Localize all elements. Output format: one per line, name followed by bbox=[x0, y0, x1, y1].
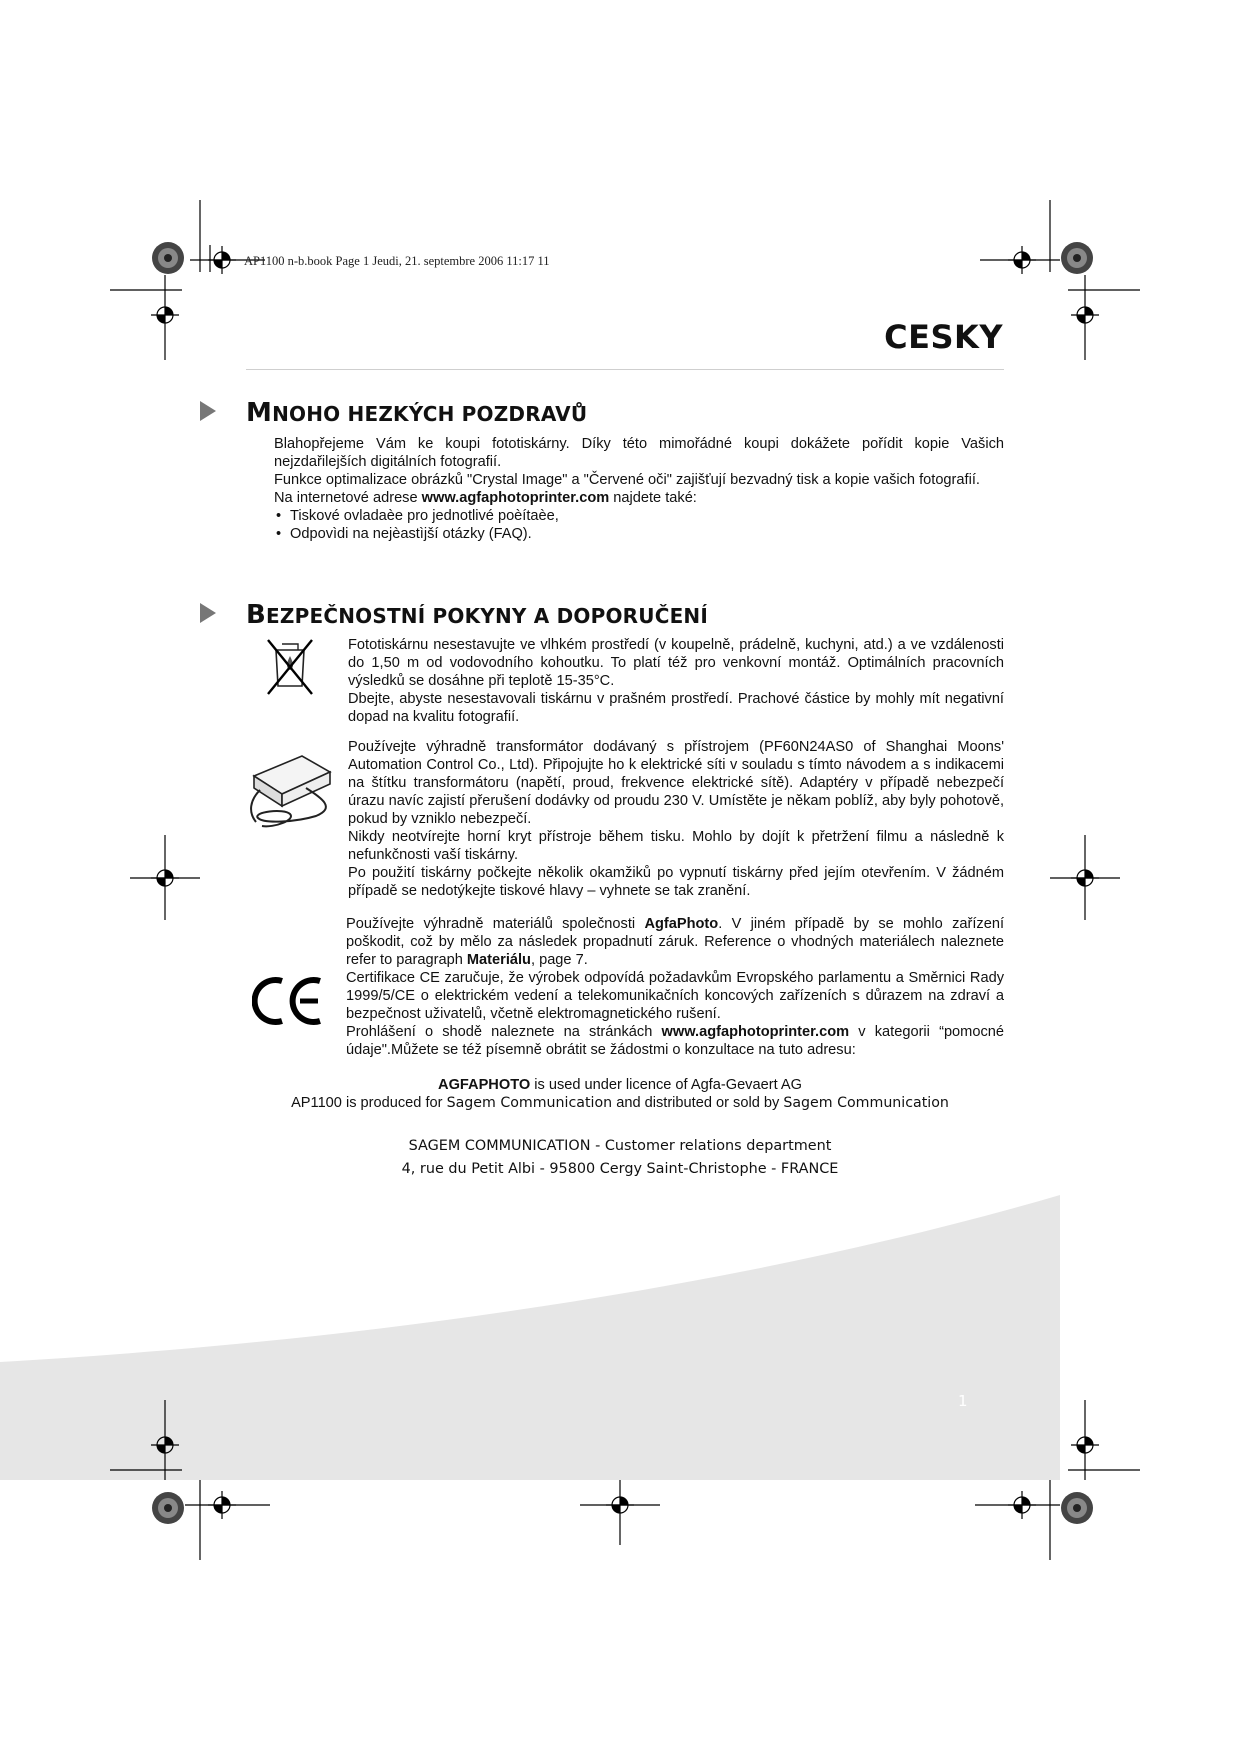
list-item: • Odpovìdi na nejèastìjší otázky (FAQ). bbox=[274, 525, 1004, 543]
language-title: CESKY bbox=[884, 318, 1003, 356]
materials-notice: Používejte výhradně materiálů společnosti AgfaPhoto. V jiném případě by se mohlo zařízení poškodit, což by mělo za následek propadnutí záruk. Reference o vhodných materiálech naleznete refer to paragraph Materiálu, page 7. Certifikace CE zaručuje, že výrobek odpovídá požadavkům Evropského parlamentu a Směrnici Rady 1999/5/CE o elektrickém vedení a telekomunikačních koncových zařízeních s důrazem na zdraví a bezpečnost uživatelů, včetně elektromagnetického rušení. Prohlášení o shodě naleznete na stránkách www.agfaphotoprinter.com v kategorii “pomocné údaje".Můžete se též písemně obrátit se žádostmi o konzultace na tuto adresu: bbox=[346, 916, 1004, 1058]
brand-agfaphoto: AgfaPhoto bbox=[644, 916, 719, 932]
greetings-text bbox=[274, 435, 1004, 543]
ce-certification-text: Certifikace CE zaručuje, že výrobek odpovídá požadavkům Evropského parlamentu a Směrnici Rady 1999/5/CE o elektrickém vedení a telekomunikačních koncových zařízeních s důrazem na zdraví a bezpečnost uživatelů, včetně elektromagnetického rušení. bbox=[346, 970, 1004, 1022]
section-heading-safety: BEZPEČNOSTNÍ POKYNY A DOPORUČENÍ bbox=[246, 600, 709, 630]
greetings-paragraph-1: Blahopřejeme Vám ke koupi fototiskárny. Díky této mimořádné koupi dokážete pořídit kopie Vašich nejzdařilejších digitálních fotografií. bbox=[274, 436, 1004, 470]
section-arrow-icon bbox=[200, 603, 216, 623]
greetings-paragraph-2: Funkce optimalizace obrázků "Crystal Image" a "Červené oči" zajišťují bezvadný tisk a kopie vašich fotografií. bbox=[274, 472, 980, 488]
humidity-warning: Fototiskárnu nesestavujte ve vlhkém prostředí (v koupelně, prádelně, kuchyni, atd.) a ve vzdálenosti do 1,50 m od vodovodního kohoutku. To platí též pro venkovní montáž. Optimálních pracovních výsledků se dosáhne při teplotě 15-35°C. Dbejte, abyste nesestavovali tiskárnu v prašném prostředí. Prachové částice by mohly mít negativní dopad na kvalitu fotografií. bbox=[348, 637, 1004, 725]
materials-reference: Materiálu bbox=[466, 952, 531, 968]
transformer-instructions: Používejte výhradně transformátor dodávaný s přístrojem (PF60N24AS0 of Shanghai Moons' Automation Control Co., Ltd). Připojujte ho k elektrické síti v souladu s tímto návodem a s indikacemi na štítku transformátoru (napětí, proud, frekvence elektrické sítě). Adaptéry v případě nebezpečí úrazu navíc zajistí přerušení dodávky od proudu 230 V. Umístěte je někam poblíž, aby byly pohotově, pokud by vzniklo nebezpečí. Nikdy neotvírejte horní kryt přístroje během tisku. Mohlo by dojít k přetržení filmu a následně k nefunkčnosti vaší tiskárny. Po použití tiskárny počkejte několik okamžiků po vypnutí tiskárny před jejím otevřením. V žádném případě se nedotýkejte tiskové hlavy – vyhnete se tak zranění. bbox=[348, 739, 1004, 899]
book-header: AP1100 n-b.book Page 1 Jeudi, 21. septembre 2006 11:17 11 bbox=[244, 254, 550, 268]
greetings-paragraph-3: Na internetové adrese www.agfaphotoprinter.com najdete také: bbox=[274, 490, 697, 506]
ce-mark-icon bbox=[252, 975, 326, 1027]
address-line-2: 4, rue du Petit Albi - 95800 Cergy Saint-Christophe - FRANCE bbox=[401, 1161, 839, 1177]
address-line-1: SAGEM COMMUNICATION - Customer relations department bbox=[408, 1138, 832, 1154]
greetings-bullet-list bbox=[274, 507, 1004, 543]
no-water-icon bbox=[262, 636, 318, 698]
licence-line-1: AGFAPHOTO is used under licence of Agfa-Gevaert AG bbox=[438, 1077, 802, 1093]
title-divider bbox=[246, 369, 1004, 370]
page-number: 1 bbox=[958, 1392, 968, 1410]
website-link[interactable]: www.agfaphotoprinter.com bbox=[421, 490, 610, 506]
section-arrow-icon bbox=[200, 401, 216, 421]
list-item: • Tiskové ovladaèe pro jednotlivé poèítaèe, bbox=[274, 507, 1004, 525]
customer-address bbox=[200, 1135, 1040, 1181]
power-adapter-icon bbox=[244, 742, 338, 834]
section-heading-greetings: MNOHO HEZKÝCH POZDRAVŮ bbox=[246, 398, 588, 428]
licence-line-2: AP1100 is produced for Sagem Communication and distributed or sold by Sagem Communication bbox=[291, 1095, 949, 1111]
website-link[interactable]: www.agfaphotoprinter.com bbox=[661, 1024, 850, 1040]
